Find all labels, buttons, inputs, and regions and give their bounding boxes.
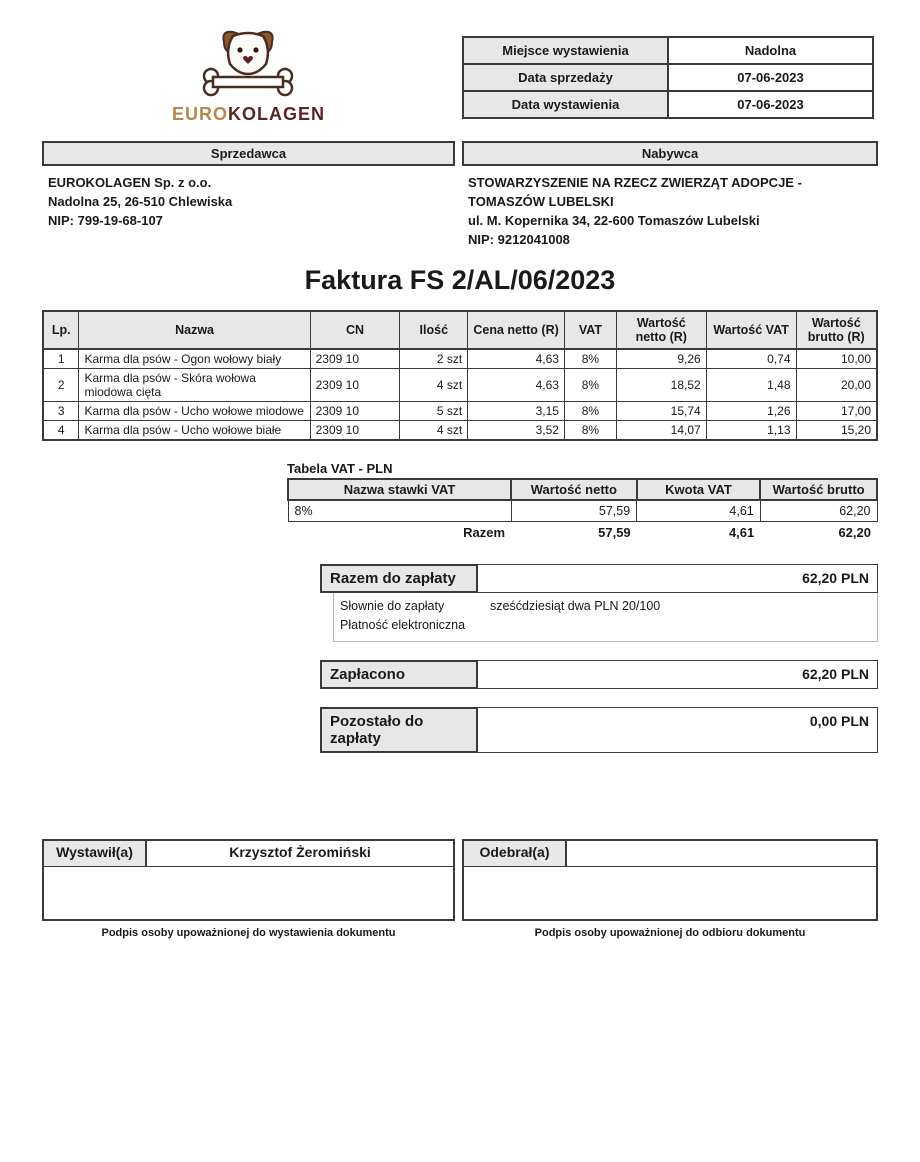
item-name: Karma dla psów - Skóra wołowa miodowa cięta	[79, 369, 310, 402]
sale-date-value: 07-06-2023	[668, 64, 873, 91]
item-net-price: 4,63	[468, 349, 565, 369]
seller-nip: NIP: 799-19-68-107	[48, 212, 163, 228]
total-due-row	[320, 564, 878, 593]
vat-summary-section	[287, 461, 878, 542]
item-gross-value: 15,20	[796, 421, 877, 441]
table-row	[43, 349, 877, 369]
table-row	[463, 91, 873, 118]
receiver-label: Odebrał(a)	[464, 841, 567, 866]
vat-table	[287, 478, 878, 542]
header-row	[42, 0, 878, 125]
item-qty: 2 szt	[400, 349, 468, 369]
col-vat-gross: Wartość brutto	[760, 479, 877, 500]
item-name: Karma dla psów - Ucho wołowe miodowe	[79, 402, 310, 421]
in-words-value: sześćdziesiąt dwa PLN 20/100	[490, 599, 661, 614]
item-gross-value: 10,00	[796, 349, 877, 369]
sale-date-label: Data sprzedaży	[463, 64, 668, 91]
item-vat-value: 1,26	[706, 402, 796, 421]
col-wartosc-vat: Wartość VAT	[706, 311, 796, 349]
item-net-value: 9,26	[616, 349, 706, 369]
item-net-value: 14,07	[616, 421, 706, 441]
issuer-signature-block	[42, 839, 455, 939]
vat-header-row	[288, 479, 877, 500]
table-row	[463, 64, 873, 91]
seller-name: EUROKOLAGEN Sp. z o.o.	[48, 175, 212, 190]
paid-label: Zapłacono	[320, 660, 478, 689]
buyer-name: STOWARZYSZENIE NA RZECZ ZWIERZĄT ADOPCJE - TOMASZÓW LUBELSKI	[468, 175, 802, 209]
buyer-nip: NIP: 9212041008	[468, 231, 570, 247]
issue-place-value: Nadolna	[668, 37, 873, 64]
col-ilosc: Ilość	[400, 311, 468, 349]
items-header-row	[43, 311, 877, 349]
item-vat-rate: 8%	[564, 369, 616, 402]
item-lp: 1	[43, 349, 79, 369]
item-net-value: 15,74	[616, 402, 706, 421]
payment-section	[320, 564, 878, 753]
payment-method: Płatność elektroniczna	[340, 618, 466, 633]
item-lp: 3	[43, 402, 79, 421]
col-vat-amount: Kwota VAT	[637, 479, 761, 500]
vat-net: 57,59	[511, 500, 637, 521]
remaining-label: Pozostało do zapłaty	[320, 707, 478, 753]
issue-info-table	[462, 36, 874, 119]
vat-amount: 4,61	[637, 500, 761, 521]
table-row	[43, 421, 877, 441]
item-vat-rate: 8%	[564, 349, 616, 369]
item-cn: 2309 10	[310, 402, 400, 421]
receiver-name	[567, 841, 876, 866]
total-due-value: 62,20 PLN	[802, 570, 869, 587]
item-qty: 5 szt	[400, 402, 468, 421]
vat-total-amount: 4,61	[728, 524, 755, 540]
seller-section	[42, 141, 455, 249]
brand-euro: EURO	[171, 104, 228, 124]
vat-table-title: Tabela VAT - PLN	[287, 461, 393, 477]
amount-in-words-box	[333, 593, 878, 642]
remaining-value: 0,00 PLN	[809, 712, 869, 729]
item-cn: 2309 10	[310, 421, 400, 441]
buyer-header: Nabywca	[462, 141, 878, 166]
vat-total-gross: 62,20	[838, 524, 871, 540]
col-vat-net: Wartość netto	[511, 479, 637, 500]
table-row	[288, 500, 877, 521]
receiver-signature-box	[462, 839, 878, 921]
remaining-row	[320, 707, 878, 753]
issue-date-label: Data wystawienia	[463, 91, 668, 118]
issuer-label: Wystawił(a)	[44, 841, 147, 866]
col-wartosc-brutto: Wartość brutto (R)	[796, 311, 877, 349]
col-vat-rate-name: Nazwa stawki VAT	[288, 479, 511, 500]
item-cn: 2309 10	[310, 369, 400, 402]
item-net-price: 3,15	[468, 402, 565, 421]
signatures-section	[42, 839, 878, 939]
paid-value: 62,20 PLN	[802, 665, 869, 682]
brand-name	[172, 104, 325, 125]
col-nazwa: Nazwa	[79, 311, 310, 349]
item-qty: 4 szt	[400, 369, 468, 402]
item-vat-value: 0,74	[706, 349, 796, 369]
item-vat-value: 1,13	[706, 421, 796, 441]
item-gross-value: 20,00	[796, 369, 877, 402]
col-wartosc-netto: Wartość netto (R)	[616, 311, 706, 349]
item-vat-rate: 8%	[564, 421, 616, 441]
receiver-caption: Podpis osoby upoważnionej do odbioru dokumentu	[534, 926, 806, 939]
item-vat-value: 1,48	[706, 369, 796, 402]
item-vat-rate: 8%	[564, 402, 616, 421]
item-net-price: 3,52	[468, 421, 565, 441]
buyer-section	[462, 141, 878, 249]
col-lp: Lp.	[43, 311, 79, 349]
item-gross-value: 17,00	[796, 402, 877, 421]
buyer-address: ul. M. Kopernika 34, 22-600 Tomaszów Lubelski	[468, 212, 760, 228]
vat-gross: 62,20	[760, 500, 877, 521]
invoice-title: Faktura FS 2/AL/06/2023	[304, 265, 616, 296]
item-net-price: 4,63	[468, 369, 565, 402]
table-row	[43, 402, 877, 421]
in-words-label: Słownie do zapłaty	[340, 599, 445, 614]
col-cena-netto: Cena netto (R)	[468, 311, 565, 349]
item-name: Karma dla psów - Ogon wołowy biały	[79, 349, 310, 369]
receiver-signature-block	[462, 839, 878, 939]
item-name: Karma dla psów - Ucho wołowe białe	[79, 421, 310, 441]
item-qty: 4 szt	[400, 421, 468, 441]
table-row	[463, 37, 873, 64]
item-cn: 2309 10	[310, 349, 400, 369]
item-net-value: 18,52	[616, 369, 706, 402]
vat-total-row	[288, 521, 877, 542]
col-cn: CN	[310, 311, 400, 349]
company-logo	[172, 28, 325, 125]
paid-row	[320, 660, 878, 689]
issuer-caption: Podpis osoby upoważnionej do wystawienia dokumentu	[101, 926, 396, 939]
total-due-label: Razem do zapłaty	[320, 564, 478, 593]
table-row	[43, 369, 877, 402]
vat-total-net: 57,59	[598, 524, 631, 540]
vat-rate: 8%	[288, 500, 511, 521]
dog-with-bone-icon	[193, 28, 303, 102]
brand-kolagen: KOLAGEN	[228, 104, 325, 124]
vat-total-label: Razem	[463, 524, 506, 540]
seller-address: Nadolna 25, 26-510 Chlewiska	[48, 193, 233, 209]
items-table	[42, 310, 878, 441]
item-lp: 4	[43, 421, 79, 441]
issuer-name: Krzysztof Żeromiński	[229, 843, 371, 860]
parties-section	[42, 141, 878, 249]
issuer-signature-box	[42, 839, 455, 921]
issue-date-value: 07-06-2023	[668, 91, 873, 118]
item-lp: 2	[43, 369, 79, 402]
seller-header: Sprzedawca	[42, 141, 455, 166]
issue-place-label: Miejsce wystawienia	[463, 37, 668, 64]
col-vat: VAT	[564, 311, 616, 349]
